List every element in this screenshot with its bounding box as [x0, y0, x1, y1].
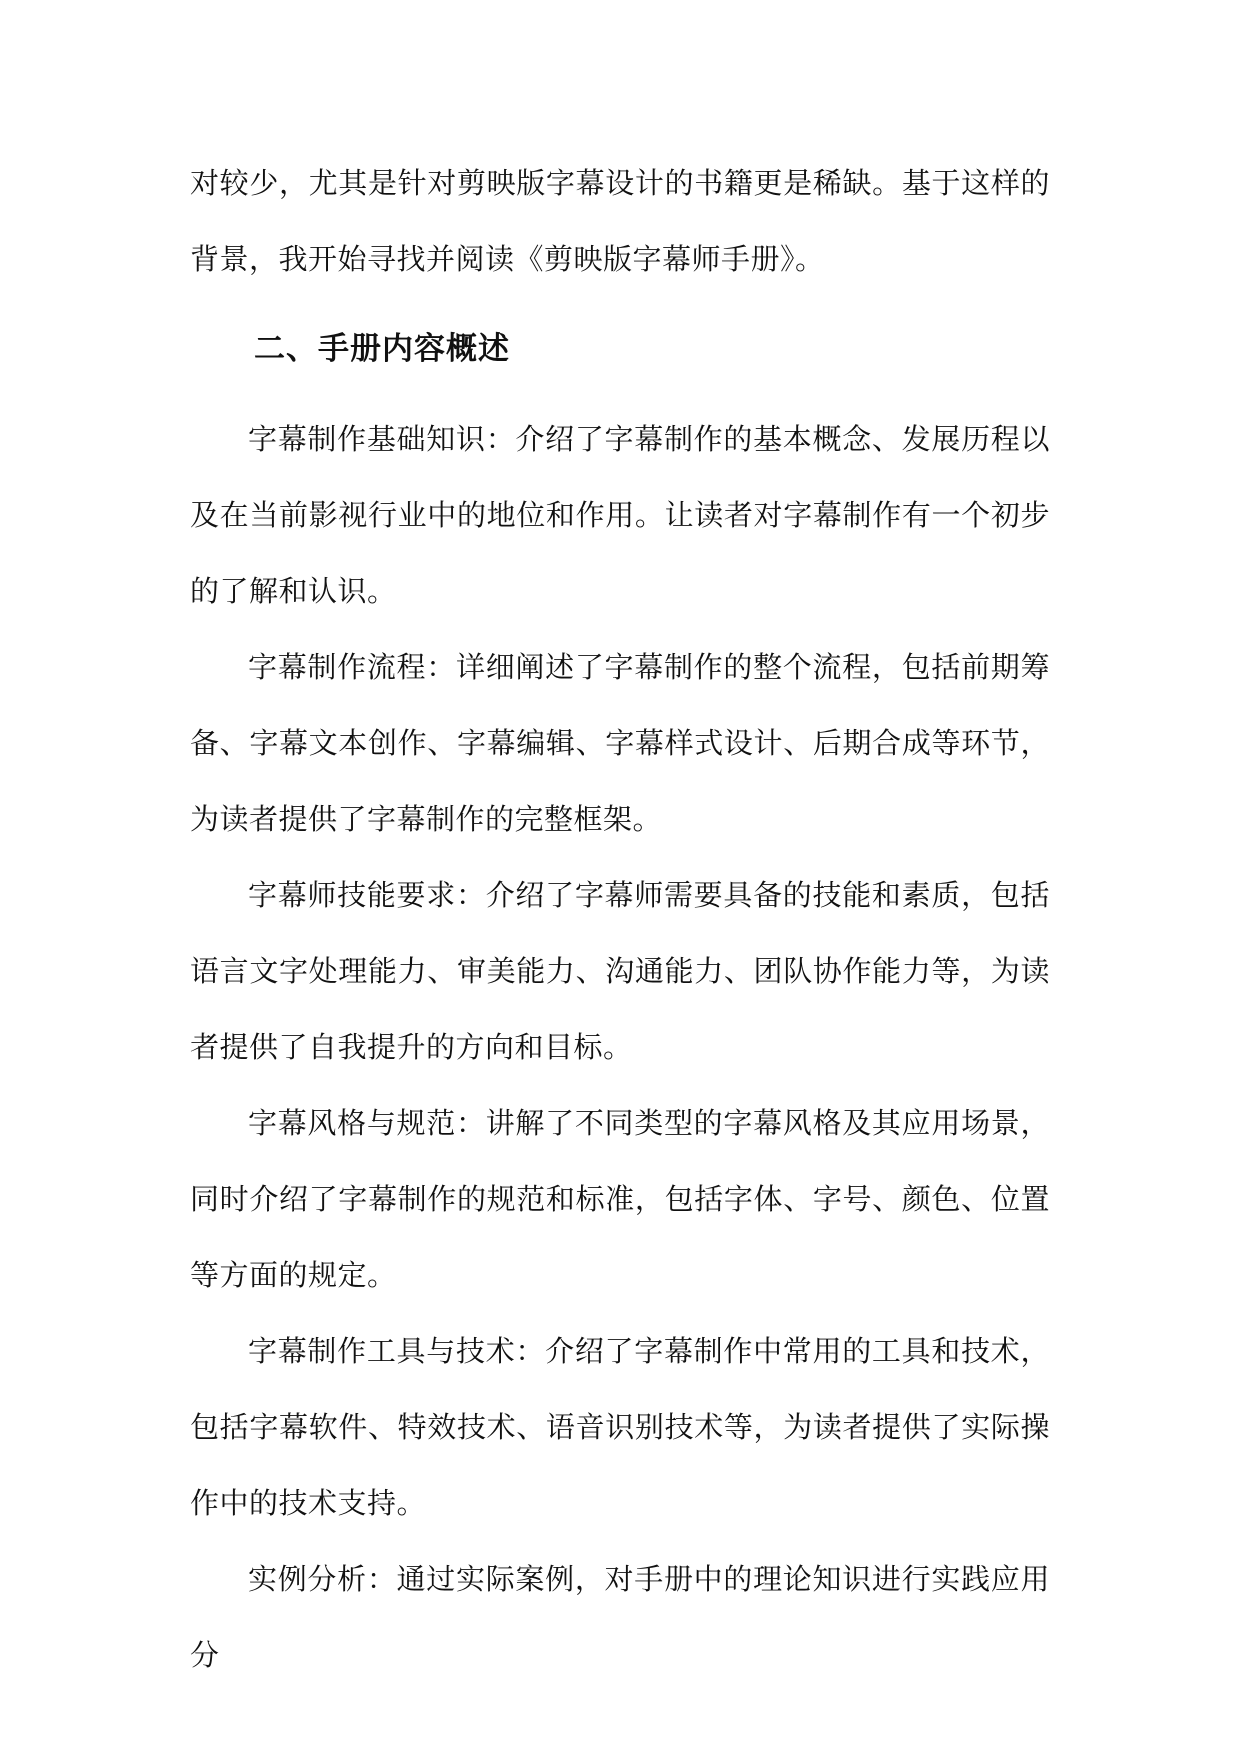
paragraph-tools: 字幕制作工具与技术：介绍了字幕制作中常用的工具和技术，包括字幕软件、特效技术、语音识别技术等，为读者提供了实际操作中的技术支持。	[190, 1334, 1050, 1520]
paragraph-style: 字幕风格与规范：讲解了不同类型的字幕风格及其应用场景，同时介绍了字幕制作的规范和标准，包括字体、字号、颜色、位置等方面的规定。	[190, 1106, 1050, 1292]
intro-paragraph: 对较少，尤其是针对剪映版字幕设计的书籍更是稀缺。基于这样的背景，我开始寻找并阅读《剪映版字幕师手册》。	[190, 166, 1050, 276]
document-body	[190, 145, 1050, 1693]
section-heading: 二、手册内容概述	[254, 331, 510, 367]
paragraph-basics: 字幕制作基础知识：介绍了字幕制作的基本概念、发展历程以及在当前影视行业中的地位和作用。让读者对字幕制作有一个初步的了解和认识。	[190, 422, 1050, 608]
paragraph-case-analysis: 实例分析：通过实际案例，对手册中的理论知识进行实践应用分	[190, 1562, 1050, 1672]
paragraph-skills: 字幕师技能要求：介绍了字幕师需要具备的技能和素质，包括语言文字处理能力、审美能力、沟通能力、团队协作能力等，为读者提供了自我提升的方向和目标。	[190, 878, 1050, 1064]
paragraph-workflow: 字幕制作流程：详细阐述了字幕制作的整个流程，包括前期筹备、字幕文本创作、字幕编辑、字幕样式设计、后期合成等环节，为读者提供了字幕制作的完整框架。	[190, 650, 1050, 836]
